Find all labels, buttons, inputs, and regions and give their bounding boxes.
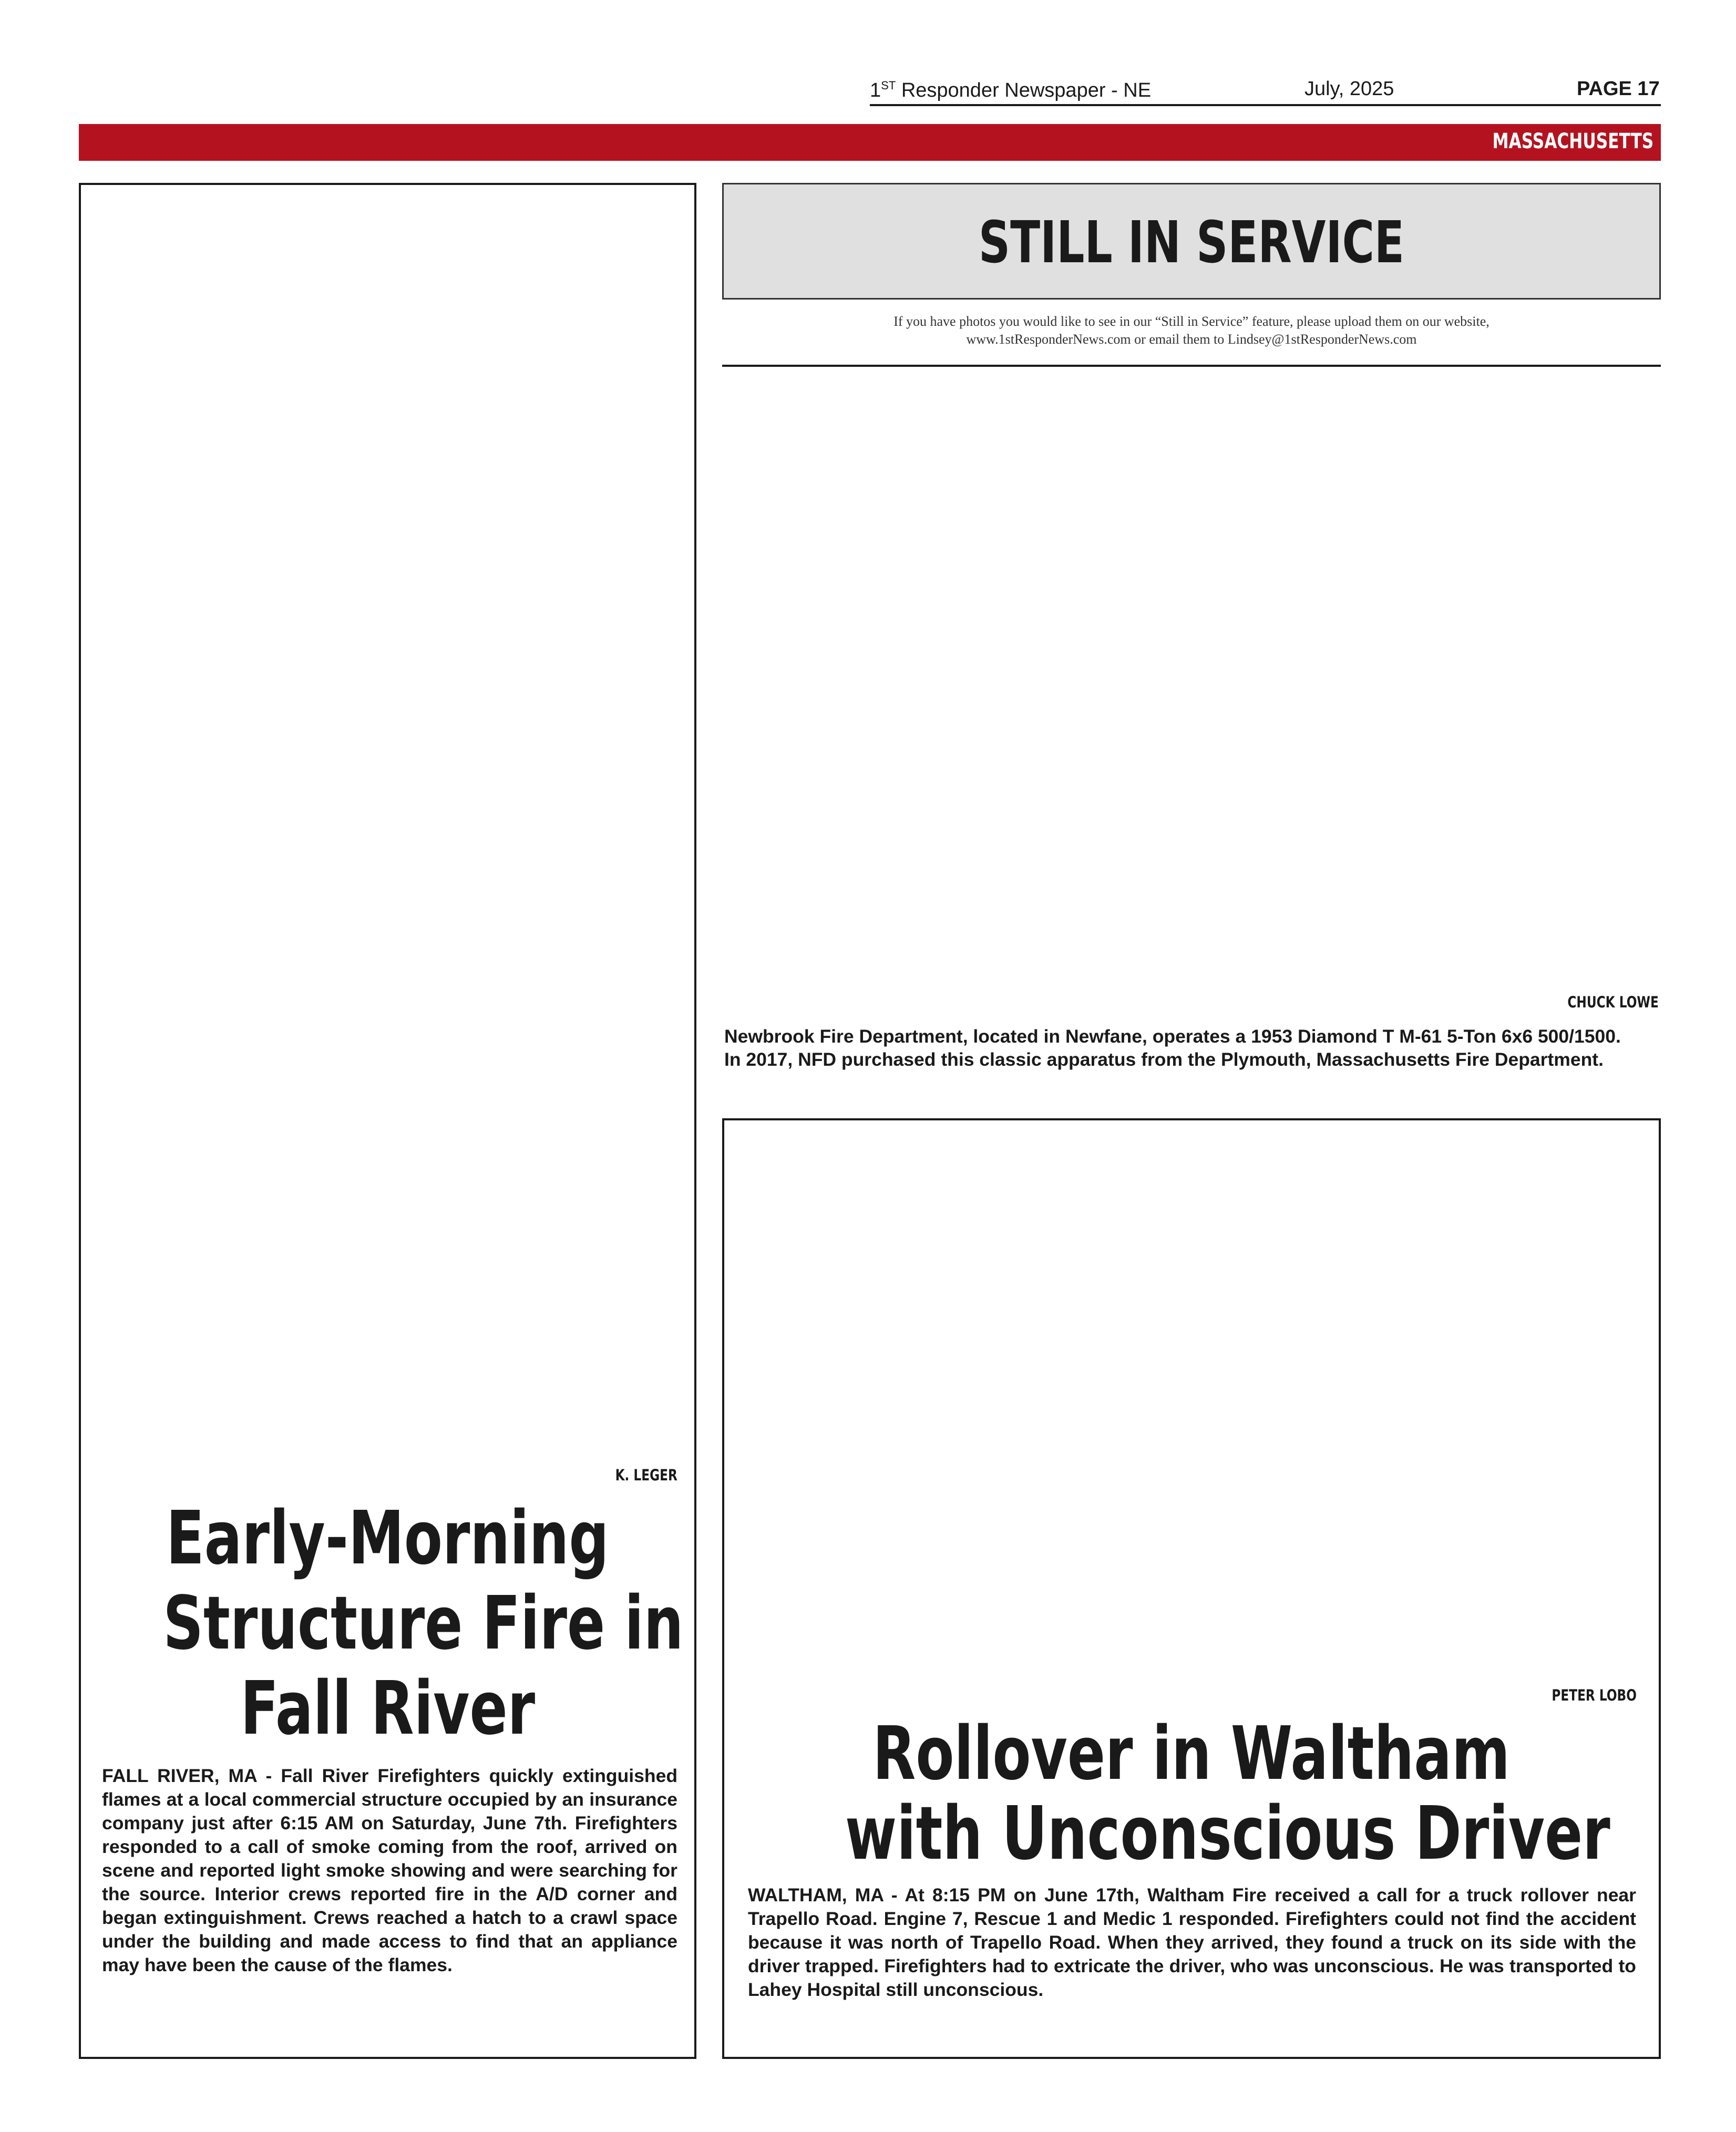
publication-superscript: ST [881, 79, 896, 92]
section-label: MASSACHUSETTS [1492, 129, 1653, 153]
publication-name [870, 79, 1151, 102]
story-body: FALL RIVER, MA - Fall River Firefighters quickly extinguished flames at a local commercial structure occupied by an insurance company just after 6:15 AM on Saturday, June 7th. Firefighters responded to a call of smoke coming from the roof, arrived on scene and reported light smoke showing and were searching for the source. Interior crews reported fire in the A/D corner and began extinguishment. Crews reached a hatch to a crawl space under the building and made access to find that an appliance may have been the cause of the flames. [102, 1765, 677, 1975]
still-in-service-photo-area [722, 378, 1661, 983]
photo-caption [724, 1025, 1661, 1071]
masthead-rule [870, 104, 1661, 106]
submission-note-line: www.1stResponderNews.com or email them to Lindsey@1stResponderNews.com [966, 332, 1417, 347]
publication-prefix: 1 [870, 79, 881, 101]
headline-line: Structure Fire in [163, 1581, 684, 1666]
headline-line: with Unconscious Driver [845, 1791, 1610, 1877]
photo-credit: CHUCK LOWE [1567, 993, 1659, 1011]
caption-line: In 2017, NFD purchased this classic apparatus from the Plymouth, Massachusetts Fire Department. [724, 1049, 1604, 1070]
story-headline [724, 1711, 1659, 1877]
story-headline [81, 1496, 694, 1752]
still-in-service-title: STILL IN SERVICE [978, 209, 1405, 276]
photo-credit: PETER LOBO [1552, 1686, 1637, 1704]
headline-line: Fall River [240, 1666, 535, 1752]
submission-note [722, 313, 1661, 348]
headline-line: Rollover in Waltham [872, 1711, 1511, 1797]
caption-line: Newbrook Fire Department, located in Newfane, operates a 1953 Diamond T M-61 5-Ton 6x6 500/1500. [724, 1026, 1621, 1047]
issue-date: July, 2025 [1304, 78, 1394, 100]
story-waltham [722, 1118, 1661, 2059]
photo-credit: K. LEGER [615, 1466, 677, 1484]
submission-note-line: If you have photos you would like to see in our “Still in Service” feature, please upload them on our website, [893, 314, 1490, 329]
still-in-service-banner [722, 183, 1661, 300]
section-divider [722, 365, 1661, 367]
headline-line: Early-Morning [166, 1496, 609, 1581]
story-body: WALTHAM, MA - At 8:15 PM on June 17th, Waltham Fire received a call for a truck rollover near Trapello Road. Engine 7, Rescue 1 and Medic 1 responded. Firefighters could not find the accident because it was north of Trapello Road. When they arrived, they found a truck on its side with the driver trapped. Firefighters had to extricate the driver, who was unconscious. He was transported to Lahey Hospital still unconscious. [748, 1884, 1636, 2000]
publication-rest: Responder Newspaper - NE [896, 79, 1152, 101]
story-fall-river [79, 183, 696, 2059]
section-band [79, 124, 1661, 161]
page-number: PAGE 17 [1577, 78, 1660, 100]
